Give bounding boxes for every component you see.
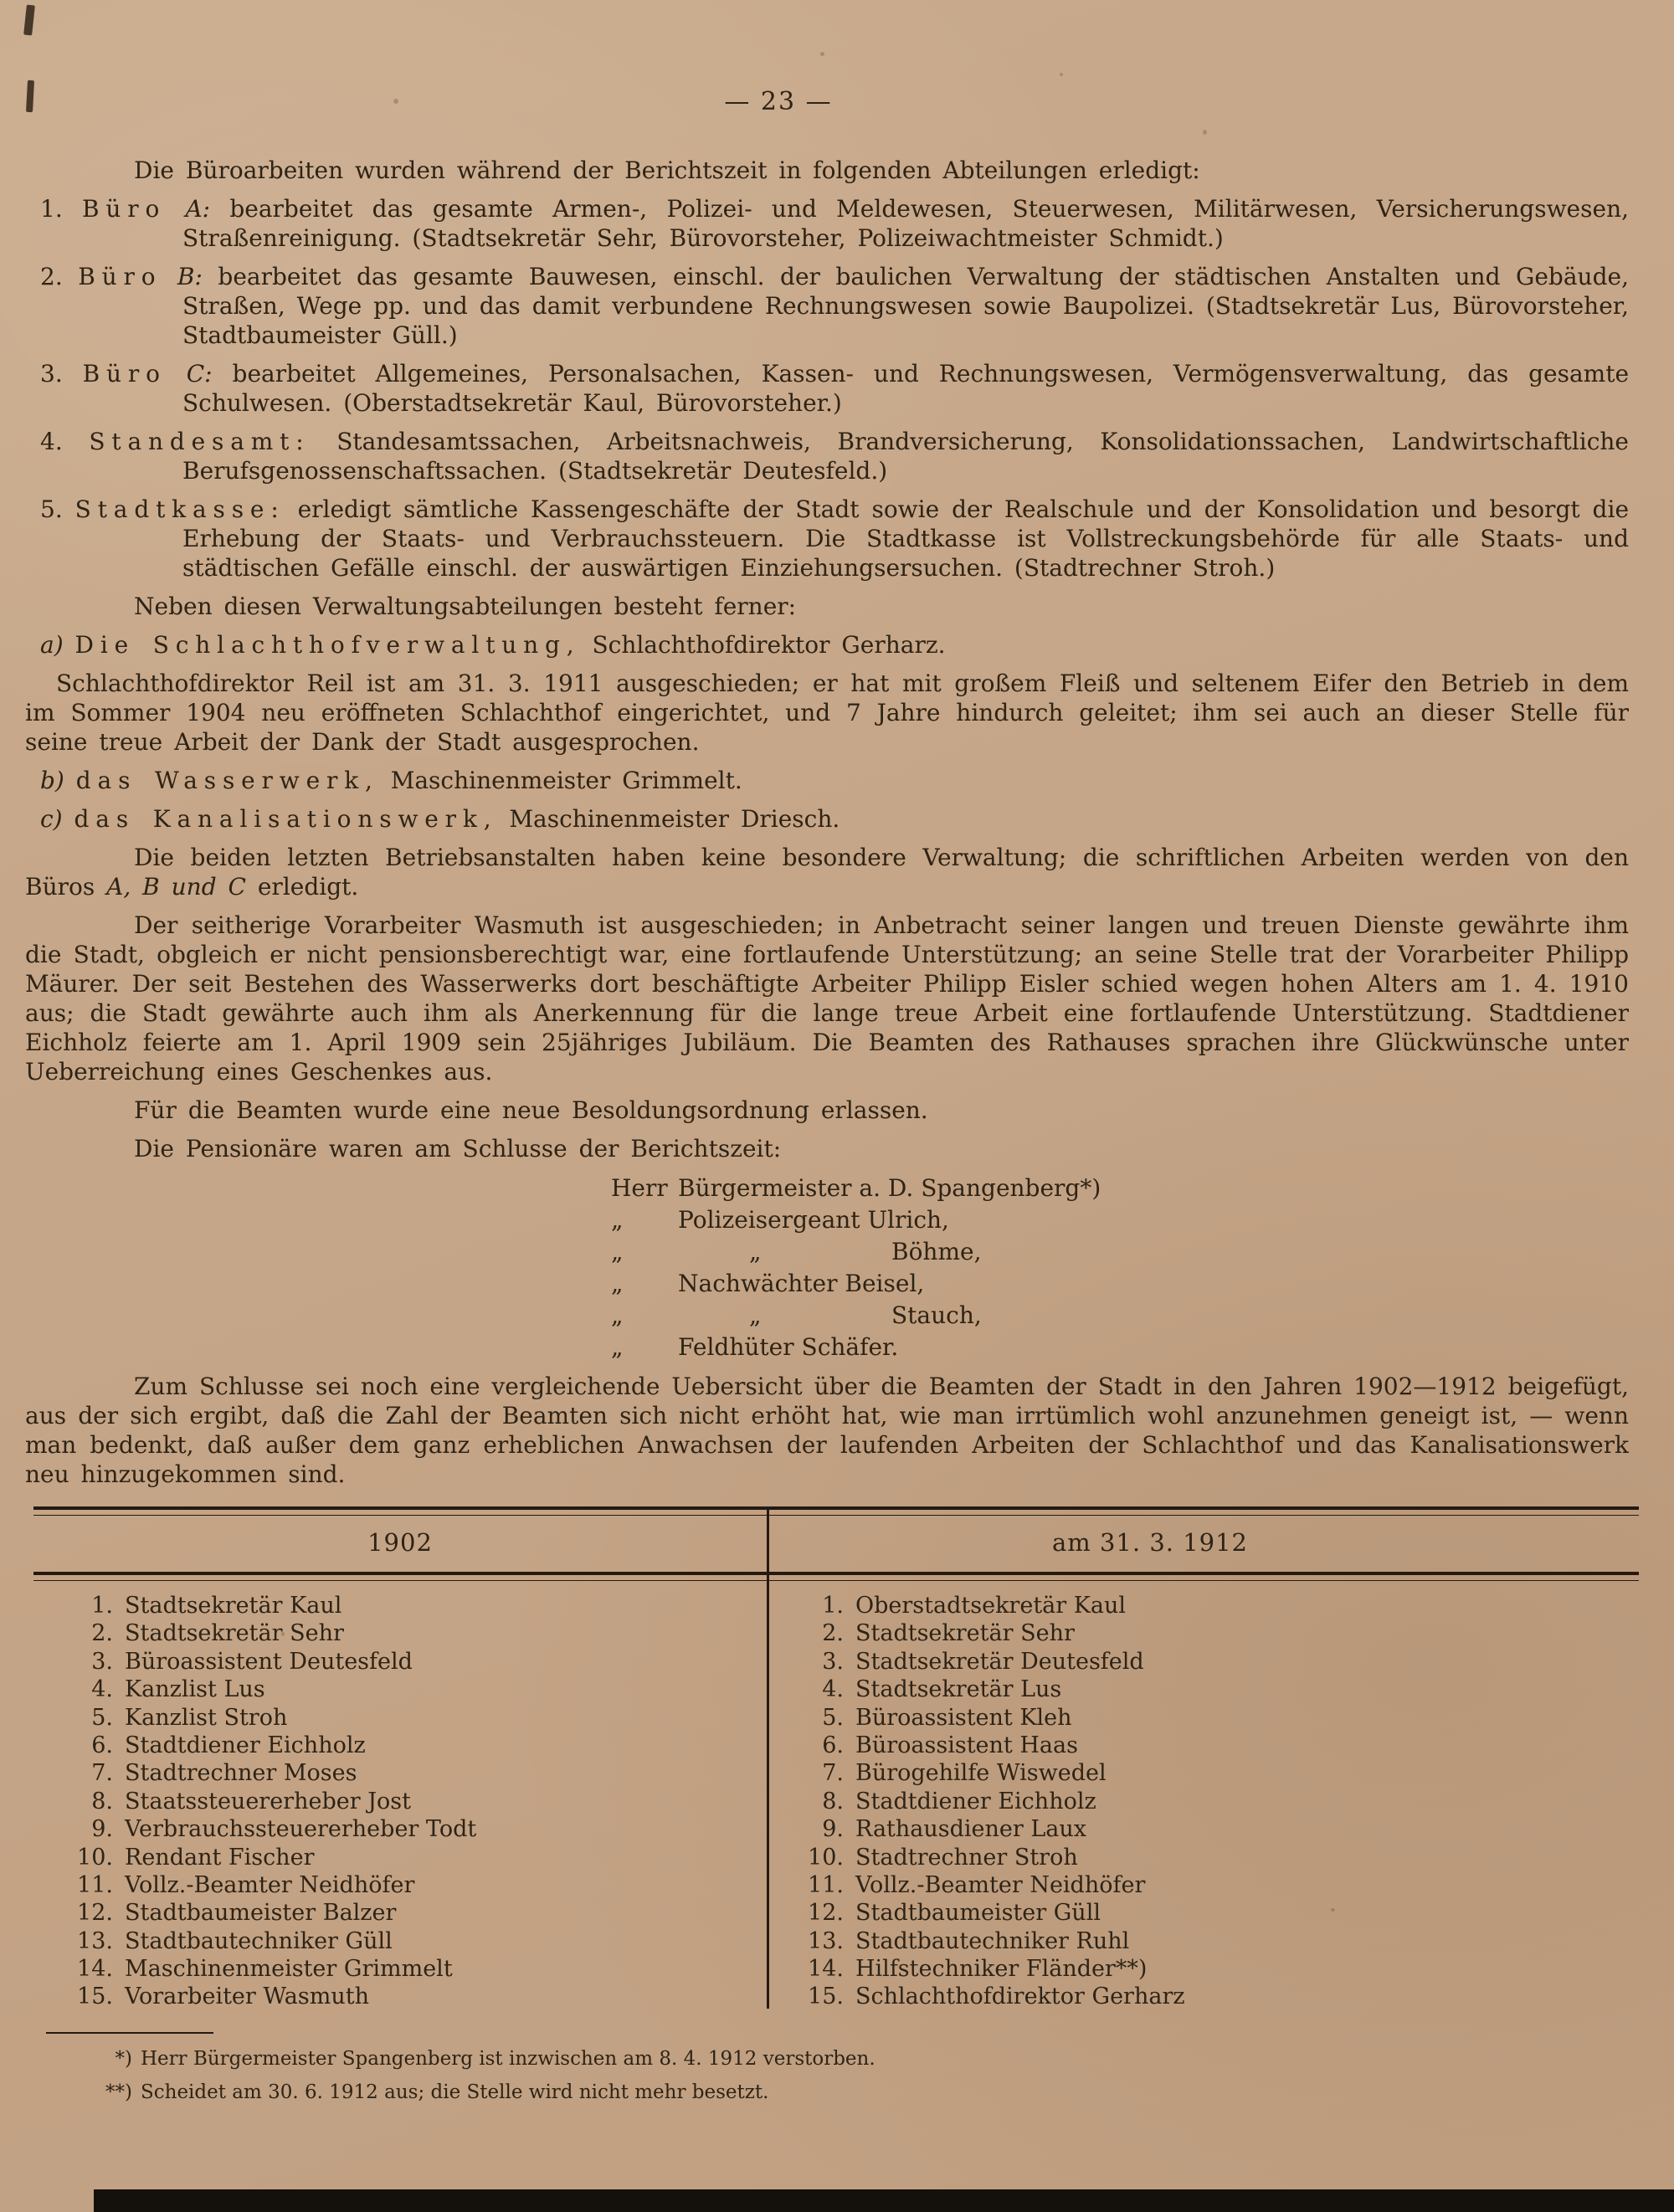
table-row: 12. Stadtbaumeister Balzer — [77, 1900, 397, 1927]
table-column-1902 — [25, 1592, 762, 2011]
paragraph-besoldung: Für die Beamten wurde eine neue Besoldungsordnung erlassen. — [134, 1096, 928, 1124]
table-row: 9. Verbrauchssteuererheber Todt — [91, 1816, 477, 1843]
pensioner-row — [611, 1300, 1629, 1332]
item-head: Büro — [81, 195, 167, 223]
table-row: 7. Bürogehilfe Wiswedel — [822, 1760, 1107, 1787]
pensioner-lead: Herr — [611, 1174, 668, 1202]
section-title: das Wasserwerk, — [75, 767, 379, 794]
bureau-item-1 — [25, 194, 1629, 253]
item-head: Büro — [78, 263, 162, 290]
section-title: das Kanalisationswerk, — [74, 805, 498, 833]
item-letter: C: — [186, 360, 213, 387]
pensioner-row — [611, 1236, 1629, 1268]
pensioners-list — [611, 1173, 1629, 1363]
table-header-1912: am 31. 3. 1912 — [1051, 1528, 1249, 1557]
pensioner-name: Spangenberg*) — [921, 1174, 1101, 1202]
section-letter: b) — [40, 767, 64, 794]
item-letter: B: — [177, 263, 203, 290]
pensioner-row — [611, 1173, 1629, 1204]
betriebe-text-end: erledigt. — [257, 873, 359, 901]
section-b — [25, 766, 1629, 795]
page-number: — 23 — — [724, 87, 833, 116]
pensioner-lead: „ — [611, 1206, 624, 1234]
paper-speck — [1060, 73, 1063, 76]
table-row: 3. Büroassistent Deutesfeld — [91, 1648, 413, 1675]
section-c — [25, 804, 1629, 834]
table-row: 5. Kanzlist Stroh — [91, 1704, 288, 1731]
paper-speck — [1331, 1908, 1335, 1912]
table-row: 2. Stadtsekretär Sehr — [822, 1620, 1075, 1647]
item-head: Stadtkasse: — [74, 495, 285, 523]
pensioner-title: Bürgermeister a. D. — [678, 1174, 914, 1202]
pensioner-lead: „ — [611, 1301, 624, 1329]
bureau-item-2 — [25, 262, 1629, 350]
paragraph-neben: Neben diesen Verwaltungsabteilungen besteht ferner: — [134, 593, 797, 620]
table-row: 6. Stadtdiener Eichholz — [91, 1732, 366, 1758]
footnote-separator — [46, 2032, 213, 2034]
footnote-text: Herr Bürgermeister Spangenberg ist inzwischen am 8. 4. 1912 verstorben. — [141, 2048, 876, 2070]
table-footnotes — [84, 2042, 876, 2109]
pensioner-title: Polizeisergeant — [678, 1206, 860, 1234]
table-top-rule-thin — [33, 1515, 1639, 1516]
paper-speck — [636, 1013, 640, 1017]
item-letter: A: — [185, 195, 211, 223]
section-title: Die Schlachthofverwaltung, — [74, 631, 581, 659]
page-body-text — [25, 156, 1629, 1501]
pensioner-title: „ — [749, 1301, 762, 1329]
intro-paragraph: Die Büroarbeiten wurden während der Berichtszeit in folgenden Abteilungen erledigt: — [134, 157, 1200, 184]
bureau-item-5 — [25, 495, 1629, 583]
pensioner-row — [611, 1268, 1629, 1300]
item-number: 3. — [40, 360, 63, 387]
bottom-scan-bar — [94, 2189, 1674, 2212]
section-rest: Maschinenmeister Driesch. — [509, 805, 840, 833]
paragraph-pension-intro: Die Pensionäre waren am Schlusse der Berichtszeit: — [134, 1135, 782, 1162]
table-row: 5. Büroassistent Kleh — [822, 1704, 1072, 1731]
table-column-1912 — [767, 1592, 1612, 2011]
pensioner-title: Feldhüter — [678, 1333, 794, 1361]
item-number: 2. — [40, 263, 63, 290]
table-row: 2. Stadtsekretär Sehr — [91, 1620, 344, 1647]
table-row: 11. Vollz.-Beamter Neidhöfer — [77, 1871, 415, 1898]
pensioner-name: Böhme, — [891, 1238, 982, 1265]
table-row: 8. Staatssteuererheber Jost — [91, 1788, 411, 1814]
pensioner-row — [611, 1204, 1629, 1236]
item-body: bearbeitet Allgemeines, Personalsachen, Kassen- und Rechnungswesen, Vermögensverwaltung, das gesamte Schulwesen. (Oberstadtsekretär Kaul, Bürovorsteher.) — [182, 360, 1629, 417]
table-row: 12. Stadtbaumeister Güll — [808, 1900, 1101, 1927]
section-a — [25, 630, 1629, 659]
table-row: 6. Büroassistent Haas — [822, 1732, 1078, 1758]
section-rest: Schlachthofdirektor Gerharz. — [592, 631, 946, 659]
footnote-marker: *) — [115, 2048, 132, 2070]
section-letter: a) — [40, 631, 64, 659]
table-row: 13. Stadtbautechniker Güll — [77, 1927, 393, 1954]
pensioner-lead: „ — [611, 1270, 624, 1297]
section-letter: c) — [40, 805, 63, 833]
pensioner-row — [611, 1332, 1629, 1363]
table-top-rule-thick — [33, 1506, 1639, 1510]
table-row: 3. Stadtsekretär Deutesfeld — [822, 1648, 1144, 1675]
table-row: 7. Stadtrechner Moses — [91, 1760, 357, 1787]
paragraph-reil: Schlachthofdirektor Reil ist am 31. 3. 1911 ausgeschieden; er hat mit großem Fleiß und seltenem Eifer den Betrieb in dem im Sommer 1904 neu eröffneten Schlachthof eingerichtet, und 7 Jahre hindurch geleitet; ihm sei auch an dieser Stelle für seine treue Arbeit der Dank der Stadt ausgesprochen. — [25, 670, 1629, 756]
table-row: 1. Oberstadtsekretär Kaul — [822, 1593, 1127, 1619]
paragraph-schluss: Zum Schlusse sei noch eine vergleichende Uebersicht über die Beamten der Stadt in den Jahren 1902—1912 beigefügt, aus der sich ergibt, daß die Zahl der Beamten sich nicht erhöht hat, wie man irrtümlich wohl anzunehmen geneigt ist, — wenn man bedenkt, daß außer dem ganz erheblichen Anwachsen der laufenden Arbeiten der Schlachthof und das Kanalisationswerk neu hinzugekommen sind. — [25, 1373, 1629, 1488]
item-number: 4. — [40, 428, 63, 455]
pensioner-lead: „ — [611, 1333, 624, 1361]
item-number: 1. — [40, 195, 63, 223]
pensioner-name: Stauch, — [891, 1301, 982, 1329]
table-header-rule-thin — [33, 1580, 1639, 1581]
paper-speck — [393, 99, 398, 104]
item-body: erledigt sämtliche Kassengeschäfte der Stadt sowie der Realschule und der Konsolidation und besorgt die Erhebung der Staats- und Verbrauchssteuern. Die Stadtkasse ist Vollstreckungsbehörde für alle Staats- und städtischen Gefälle einschl. der auswärtigen Einziehungsersuchen. (Stadtrechner Stroh.) — [182, 495, 1629, 582]
item-body: bearbeitet das gesamte Armen-, Polizei- und Meldewesen, Steuerwesen, Militärwesen, Versicherungswesen, Straßenreinigung. (Stadtsekretär Sehr, Bürovorsteher, Polizeiwachtmeister Schmidt.) — [182, 195, 1629, 252]
table-row: 8. Stadtdiener Eichholz — [822, 1788, 1096, 1814]
paper-speck — [820, 52, 824, 56]
footnote-2 — [84, 2076, 876, 2109]
paper-speck — [281, 1632, 285, 1636]
scan-artifact — [23, 5, 35, 36]
pensioner-title: „ — [749, 1238, 762, 1265]
paragraph-wasmuth: Der seitherige Vorarbeiter Wasmuth ist ausgeschieden; in Anbetracht seiner langen und treuen Dienste gewährte ihm die Stadt, obgleich er nicht pensionsberechtigt war, eine fortlaufende Unterstützung; an seine Stelle trat der Vorarbeiter Philipp Mäurer. Der seit Bestehen des Wasserwerks dort beschäftigte Arbeiter Philipp Eisler schied wegen hohen Alters am 1. 4. 1910 aus; die Stadt gewährte auch ihm als Anerkennung für die lange treue Arbeit eine fortlaufende Unterstützung. Stadtdiener Eichholz feierte am 1. April 1909 sein 25jähriges Jubiläum. Die Beamten des Rathauses sprachen ihre Glückwünsche unter Ueberreichung eines Geschenkes aus. — [25, 911, 1629, 1085]
table-row: 11. Vollz.-Beamter Neidhöfer — [808, 1871, 1146, 1898]
table-row: 15. Vorarbeiter Wasmuth — [77, 1984, 369, 2010]
bureau-item-4 — [25, 427, 1629, 485]
item-body: Standesamtssachen, Arbeitsnachweis, Brandversicherung, Konsolidationssachen, Landwirtschaftliche Berufsgenossenschaftssachen. (Stadtsekretär Deutesfeld.) — [182, 428, 1629, 485]
footnote-marker: **) — [105, 2081, 132, 2103]
footnote-text: Scheidet am 30. 6. 1912 aus; die Stelle wird nicht mehr besetzt. — [141, 2081, 769, 2103]
betriebe-text: Die beiden letzten Betriebsanstalten haben keine besondere Verwaltung; die schriftlichen Arbeiten werden von den Büros — [25, 844, 1629, 901]
table-row: 10. Rendant Fischer — [77, 1844, 315, 1871]
item-head: Büro — [82, 360, 167, 387]
table-row: 13. Stadtbautechniker Ruhl — [808, 1927, 1130, 1954]
betriebe-bureau-letters: A, B und C — [106, 873, 246, 901]
table-header-rule-thick — [33, 1572, 1639, 1575]
table-row: 1. Stadtsekretär Kaul — [91, 1593, 342, 1619]
pensioner-name: Ulrich, — [867, 1206, 949, 1234]
table-row: 15. Schlachthofdirektor Gerharz — [808, 1984, 1185, 2010]
pensioner-name: Schäfer. — [801, 1333, 899, 1361]
pensioner-lead: „ — [611, 1238, 624, 1265]
table-row: 14. Hilfstechniker Fländer**) — [808, 1956, 1148, 1983]
table-row: 10. Stadtrechner Stroh — [808, 1844, 1078, 1871]
footnote-1 — [84, 2042, 876, 2076]
table-row: 4. Kanzlist Lus — [91, 1676, 265, 1703]
section-rest: Maschinenmeister Grimmelt. — [390, 767, 742, 794]
item-body: bearbeitet das gesamte Bauwesen, einschl. der baulichen Verwaltung der städtischen Anstalten und Gebäude, Straßen, Wege pp. und das damit verbundene Rechnungswesen sowie Baupolizei. (Stadtsekretär Lus, Bürovorsteher, Stadtbaumeister Güll.) — [182, 263, 1629, 349]
table-row: 4. Stadtsekretär Lus — [822, 1676, 1062, 1703]
table-row: 14. Maschinenmeister Grimmelt — [77, 1956, 453, 1983]
paper-speck — [1203, 130, 1207, 135]
table-header-1902: 1902 — [367, 1528, 433, 1557]
pensioner-title: Nachwächter — [678, 1270, 838, 1297]
bureau-item-3 — [25, 359, 1629, 418]
table-row: 9. Rathausdiener Laux — [822, 1816, 1087, 1843]
pensioner-name: Beisel, — [845, 1270, 925, 1297]
paragraph-betriebe — [25, 843, 1629, 901]
item-number: 5. — [40, 495, 63, 523]
paper-speck — [1428, 536, 1432, 540]
item-head: Standesamt: — [89, 428, 311, 455]
